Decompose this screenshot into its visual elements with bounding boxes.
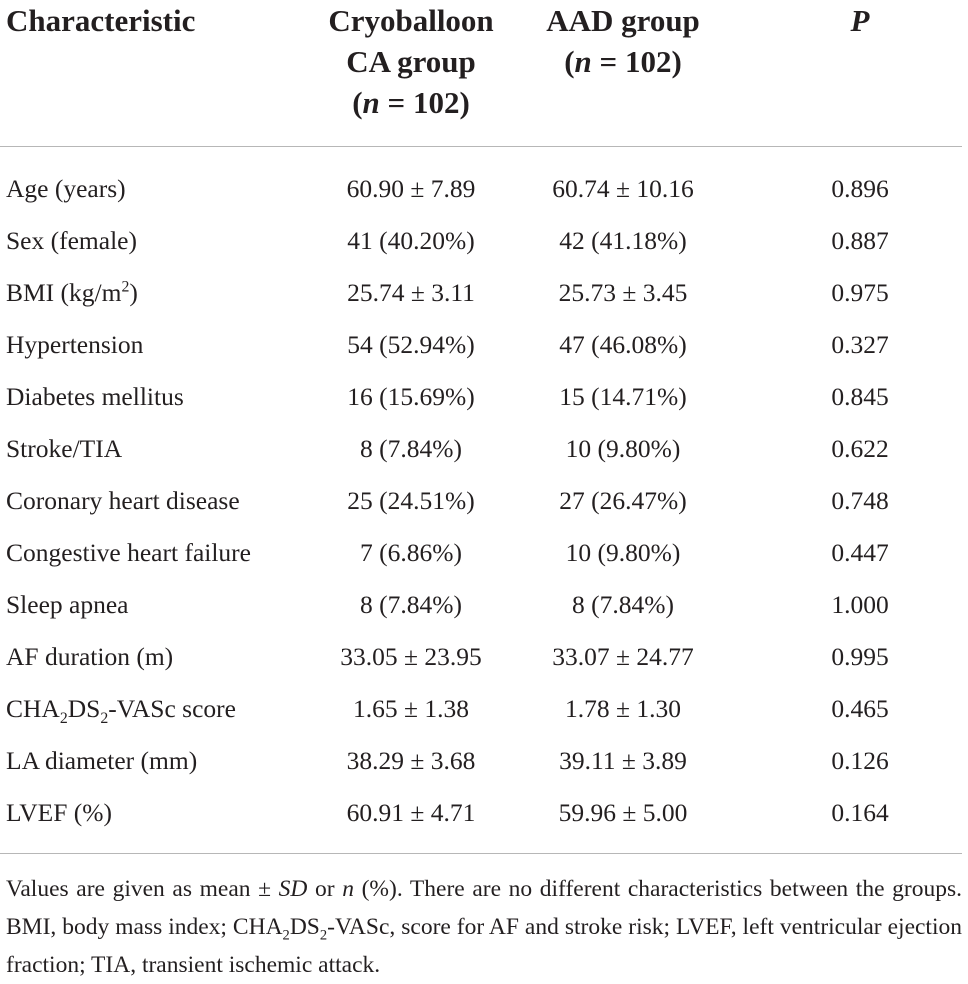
row-p-value: 0.975 <box>831 278 889 307</box>
header-aad-n: (n = 102) <box>564 44 682 79</box>
table-row <box>0 163 968 215</box>
row-label: LA diameter (mm) <box>6 746 198 775</box>
row-aad-value: 8 (7.84%) <box>572 590 674 619</box>
row-aad-value: 27 (26.47%) <box>559 486 687 515</box>
row-p-value: 0.748 <box>831 486 889 515</box>
row-p-value: 0.126 <box>831 746 889 775</box>
table-row <box>0 683 968 735</box>
row-aad-value: 25.73 ± 3.45 <box>558 278 688 307</box>
header-characteristic-label: Characteristic <box>6 3 196 38</box>
row-cryo-value: 60.91 ± 4.71 <box>346 798 476 827</box>
row-aad-value: 47 (46.08%) <box>559 330 687 359</box>
row-p-value: 0.447 <box>831 538 889 567</box>
table-row <box>0 371 968 423</box>
table-body <box>0 163 968 839</box>
row-label: Hypertension <box>6 330 144 359</box>
row-cryo-value: 8 (7.84%) <box>360 434 462 463</box>
row-p-value: 0.327 <box>831 330 889 359</box>
header-cryo-line2: CA group <box>346 44 476 79</box>
row-aad-value: 10 (9.80%) <box>565 434 681 463</box>
row-aad-value: 10 (9.80%) <box>565 538 681 567</box>
table-row <box>0 527 968 579</box>
row-cryo-value: 41 (40.20%) <box>347 226 475 255</box>
table-row <box>0 475 968 527</box>
header-p-label: P <box>850 3 870 38</box>
header-cryo-n: (n = 102) <box>352 85 470 120</box>
row-cryo-value: 7 (6.86%) <box>360 538 462 567</box>
row-p-value: 0.164 <box>831 798 889 827</box>
row-aad-value: 59.96 ± 5.00 <box>558 798 688 827</box>
row-label: Stroke/TIA <box>6 434 123 463</box>
table-row <box>0 267 968 319</box>
row-p-value: 0.887 <box>831 226 889 255</box>
row-label: LVEF (%) <box>6 798 113 827</box>
row-aad-value: 33.07 ± 24.77 <box>552 642 694 671</box>
row-aad-value: 1.78 ± 1.30 <box>565 694 681 723</box>
row-cryo-value: 1.65 ± 1.38 <box>353 694 469 723</box>
row-cryo-value: 8 (7.84%) <box>360 590 462 619</box>
header-aad-group <box>528 0 718 82</box>
row-label: Congestive heart failure <box>6 538 251 567</box>
row-label: Age (years) <box>6 174 126 203</box>
header-cryoballoon-group <box>300 0 522 123</box>
row-cryo-value: 38.29 ± 3.68 <box>346 746 476 775</box>
row-label-cha2ds2vasc: $CHA_2DS_2$-VASc score <box>6 694 236 728</box>
row-p-value: 1.000 <box>831 590 889 619</box>
row-p-value: 0.622 <box>831 434 889 463</box>
table-footnote: Values are given as mean ± SD or n (%). There are no different characteristics between the groups. BMI, body mass index; $CHA_2DS_2$-VASc, score for AF and stroke risk; LVEF, left ventricular ejection fraction; TIA, transient ischemic attack. <box>6 876 962 978</box>
table-row <box>0 735 968 787</box>
row-label: Sleep apnea <box>6 590 129 619</box>
row-aad-value: 42 (41.18%) <box>559 226 687 255</box>
table-row <box>0 215 968 267</box>
row-label: Sex (female) <box>6 226 137 255</box>
row-label: AF duration (m) <box>6 642 174 671</box>
row-cryo-value: 25 (24.51%) <box>347 486 475 515</box>
table-row <box>0 319 968 371</box>
row-aad-value: 39.11 ± 3.89 <box>559 746 687 775</box>
row-p-value: 0.845 <box>831 382 889 411</box>
table-row <box>0 423 968 475</box>
header-cryo-line1: Cryoballoon <box>328 3 494 38</box>
row-cryo-value: 16 (15.69%) <box>347 382 475 411</box>
row-label: Coronary heart disease <box>6 486 240 515</box>
table-row <box>0 579 968 631</box>
row-p-value: 0.465 <box>831 694 889 723</box>
row-p-value: 0.995 <box>831 642 889 671</box>
row-cryo-value: 54 (52.94%) <box>347 330 475 359</box>
row-label: Diabetes mellitus <box>6 382 184 411</box>
row-cryo-value: 60.90 ± 7.89 <box>346 174 476 203</box>
row-cryo-value: 25.74 ± 3.11 <box>347 278 475 307</box>
row-p-value: 0.896 <box>831 174 889 203</box>
table-row <box>0 787 968 839</box>
header-rule <box>0 146 962 147</box>
table-header <box>0 0 968 146</box>
table-row <box>0 631 968 683</box>
header-p-value <box>810 0 910 41</box>
header-characteristic <box>6 0 195 41</box>
row-aad-value: 60.74 ± 10.16 <box>552 174 694 203</box>
row-aad-value: 15 (14.71%) <box>559 382 687 411</box>
footer-rule <box>0 853 962 854</box>
row-cryo-value: 33.05 ± 23.95 <box>340 642 482 671</box>
header-aad-line1: AAD group <box>546 3 700 38</box>
row-label-bmi: BMI $(kg/m^2)$ <box>6 278 138 307</box>
